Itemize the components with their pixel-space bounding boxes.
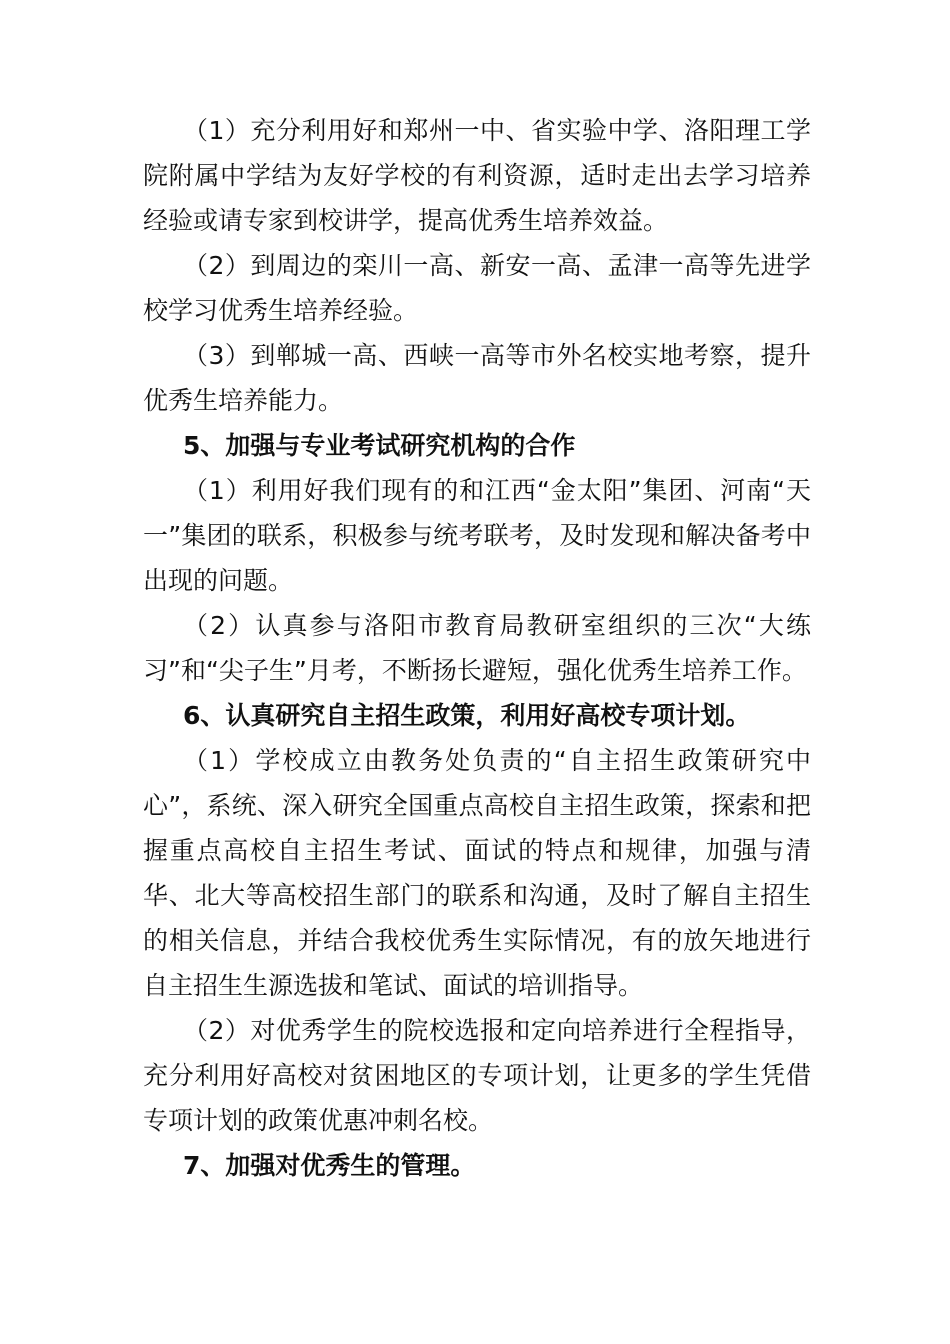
document-body	[143, 108, 811, 1188]
paragraph-1-1: （1）充分利用好和郑州一中、省实验中学、洛阳理工学院附属中学结为友好学校的有利资源，适时走出去学习培养经验或请专家到校讲学，提高优秀生培养效益。	[143, 116, 811, 235]
paragraph-6-2: （2）对优秀学生的院校选报和定向培养进行全程指导，充分利用好高校对贫困地区的专项计划，让更多的学生凭借专项计划的政策优惠冲刺名校。	[143, 1016, 811, 1135]
section-heading-7: 7、加强对优秀生的管理。	[183, 1151, 476, 1180]
section-heading-6: 6、认真研究自主招生政策，利用好高校专项计划。	[183, 701, 751, 730]
paragraph-1-3: （3）到郸城一高、西峡一高等市外名校实地考察，提升优秀生培养能力。	[143, 341, 811, 415]
section-heading-5: 5、加强与专业考试研究机构的合作	[183, 431, 576, 460]
paragraph-6-1: （1）学校成立由教务处负责的“自主招生政策研究中心”，系统、深入研究全国重点高校自主招生政策，探索和把握重点高校自主招生考试、面试的特点和规律，加强与清华、北大等高校招生部门的联系和沟通，及时了解自主招生的相关信息，并结合我校优秀生实际情况，有的放矢地进行自主招生生源选拔和笔试、面试的培训指导。	[143, 746, 811, 1000]
paragraph-5-1: （1）利用好我们现有的和江西“金太阳”集团、河南“天一”集团的联系，积极参与统考联考，及时发现和解决备考中出现的问题。	[143, 476, 811, 595]
paragraph-1-2: （2）到周边的栾川一高、新安一高、孟津一高等先进学校学习优秀生培养经验。	[143, 251, 811, 325]
paragraph-5-2: （2）认真参与洛阳市教育局教研室组织的三次“大练习”和“尖子生”月考，不断扬长避短，强化优秀生培养工作。	[143, 611, 811, 685]
